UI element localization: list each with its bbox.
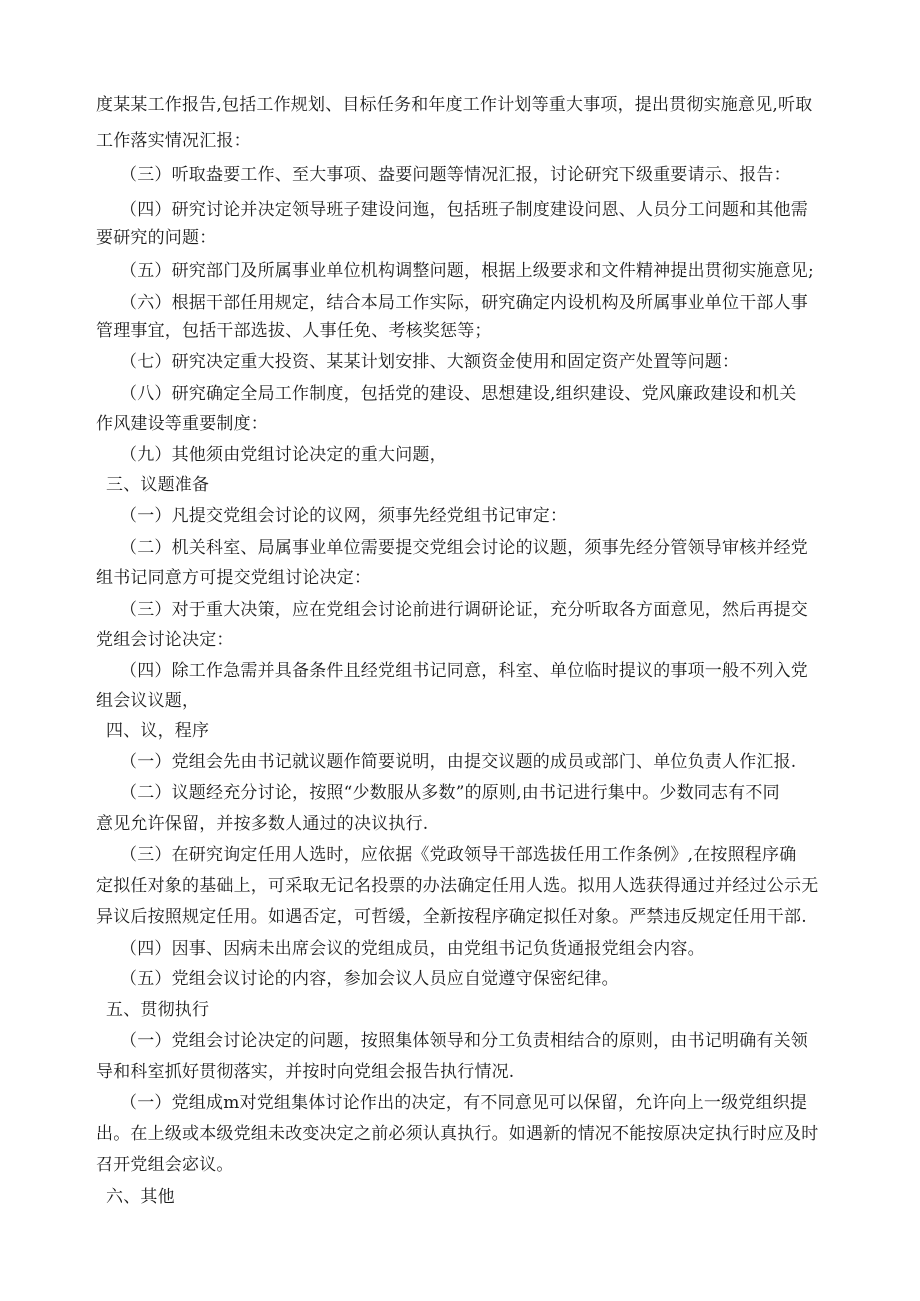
section-heading: 六、其他 (106, 1187, 175, 1207)
list-item-line: （六）根据干部任用规定，结合本局工作实际，研究确定内设机构及所属事业单位干部人事 (120, 293, 808, 313)
paragraph-line: 要研究的问题： (96, 228, 217, 248)
paragraph-line: 出。在上级或本级党组未改变决定之前必须认真执行。如遇新的情况不能按原决定执行时应及时 (96, 1124, 819, 1144)
paragraph-line: 工作落实情况汇报： (96, 131, 251, 151)
paragraph-line: 异议后按照规定任用。如遇否定，可哲缓，全新按程序确定拟任对象。严禁违反规定任用干部. (96, 907, 807, 927)
paragraph-line: 作风建设等重要制度： (96, 414, 268, 434)
list-item-line: （五）研究部门及所属事业单位机构调整问题，根据上级要求和文件精神提出贯彻实施意见; (120, 261, 814, 281)
list-item-line: （四）因事、因病未出席会议的党组成员，由党组书记负货通报党组会内容。 (120, 939, 705, 959)
list-item-line: （一）党组成m对党组集体讨论作出的决定，有不同意见可以保留，允许向上一级党组织提 (120, 1093, 808, 1113)
list-item-line: （二）议题经充分讨论，按照“少数服从多数”的原则,由书记进行集中。少数同志有不同 (120, 783, 780, 803)
list-item-line: （一）党组会讨论决定的问题，按照集体领导和分工负责相结合的原则，由书记明确有关领 (120, 1031, 808, 1051)
paragraph-line: 意见允许保留，并按多数人通过的决议执行. (96, 814, 429, 834)
section-heading: 五、贯彻执行 (106, 1000, 210, 1020)
list-item-line: （二）机关科室、局属事业单位需要提交党组会讨论的议题，须事先经分管领导审核并经党 (120, 538, 808, 558)
list-item-line: （九）其他须由党组讨论决定的重大问题， (120, 445, 447, 465)
list-item-line: （三）对于重大决策，应在党组会讨论前进行调研论证，充分听取各方面意见，然后再提交 (120, 600, 808, 620)
paragraph-line: 召开党组会宓议。 (96, 1155, 234, 1175)
section-heading: 三、议题准备 (106, 475, 210, 495)
list-item-line: （四）研究讨论并决定领导班子建设问迤，包括班子制度建设问恩、人员分工问题和其他需 (120, 200, 808, 220)
list-item-line: （八）研究确定全局工作制度，包括党的建设、思想建设,组织建设、党风廉政建设和机关 (120, 384, 797, 404)
paragraph-line: 组书记同意方可提交党组讨论决定： (96, 568, 372, 588)
list-item-line: （三）听取盎要工作、至大事项、盎要问题等情况汇报，讨论研究下级重要请示、报告： (120, 165, 791, 185)
paragraph-line: 党组会讨论决定： (96, 630, 234, 650)
list-item-line: （五）党组会议讨论的内容，参加会议人员应自觉遵守保密纪律。 (120, 969, 619, 989)
paragraph-line: 导和科室抓好贯彻落实，并按时向党组会报告执行情况. (96, 1062, 515, 1082)
paragraph-line: 管理事宜，包括干部选拔、人事任免、考核奖惩等； (96, 321, 492, 341)
paragraph-line: 度某某工作报告,包括工作规划、目标任务和年度工作计划等重大事项，提出贯彻实施意见,听取 (96, 95, 813, 115)
paragraph-line: 定拟任对象的基础上，可采取无记名投票的办法确定任用人选。拟用人选获得通过并经过公示无 (96, 876, 819, 896)
list-item-line: （四）除工作急需并具备条件且经党组书记同意，科室、单位临时提议的事项一般不列入党 (120, 661, 808, 681)
list-item-line: （三）在研究询定任用人选时，应依据《党政领导干部选拔任用工作条例》,在按照程序确 (120, 845, 797, 865)
paragraph-line: 组会议议题， (96, 691, 200, 711)
list-item-line: （七）研究决定重大投资、某某计划安排、大额资金使用和固定资产处置等问题： (120, 352, 740, 372)
list-item-line: （一）凡提交党组会讨论的议网，须事先经党组书记审定： (120, 506, 568, 526)
section-heading: 四、议，程序 (106, 721, 210, 741)
list-item-line: （一）党组会先由书记就议题作简要说明，由提交议题的成员或部门、单位负责人作汇报. (120, 752, 797, 772)
